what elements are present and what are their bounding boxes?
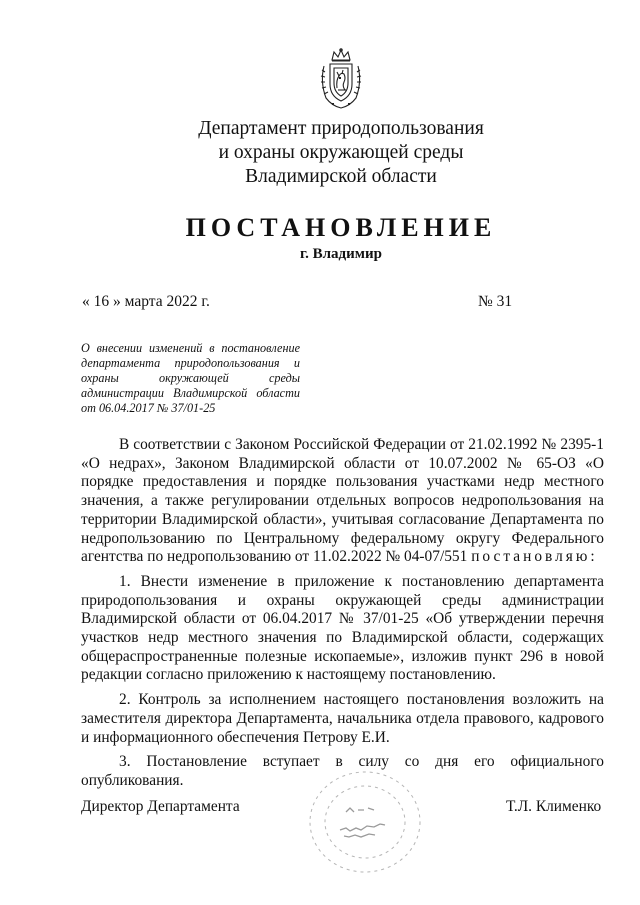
- document-body: [81, 436, 604, 791]
- signatory-name: Т.Л. Клименко: [506, 798, 602, 815]
- department-line-3: Владимирской области: [245, 166, 437, 187]
- document-type-title: ПОСТАНОВЛЕНИЕ: [185, 213, 497, 242]
- document-subject: О внесении изменений в постановление департамента природопользования и охраны окружающей среды администрации Владимирской области от 06.04.2017 № 37/01-25: [81, 341, 300, 415]
- preamble-text: В соответствии с Законом Российской Федерации от 21.02.1992 № 2395-1 «О недрах», Законом Владимирской области от 10.07.2002 № 65-ОЗ «О порядке предоставления и порядке пользования участками недр местного значения, а также регулировании отдельных вопросов недропользования на территории Владимирской области», учитывая согласование Департамента по недропользованию по Центральному федеральному округу Федерального агентства по недропользованию от 11.02.2022 № 04-07/551: [81, 436, 604, 566]
- department-line-1: Департамент природопользования: [198, 118, 484, 139]
- item-1-paragraph: 1. Внести изменение в приложение к постановлению департамента природопользования и охраны окружающей среды администрации Владимирской области от 06.04.2017 № 37/01-25 «Об утверждении перечня участков недр местного значения по Владимирской области, содержащих общераспространенные полезные ископаемые», изложив пункт 296 в новой редакции согласно приложению к настоящему постановлению.: [81, 572, 604, 684]
- city-line: г. Владимир: [300, 246, 382, 262]
- coat-of-arms-icon: [318, 48, 364, 110]
- department-name: [170, 117, 512, 189]
- document-number: № 31: [478, 293, 513, 310]
- item-2-paragraph: 2. Контроль за исполнением настоящего постановления возложить на заместителя директора Департамента, начальника отдела правового, кадрового и информационного обеспечения Петрову Е.И.: [81, 691, 604, 746]
- department-line-2: и охраны окружающей среды: [218, 142, 464, 163]
- item-3-paragraph: 3. Постановление вступает в силу со дня его официального опубликования.: [81, 753, 604, 789]
- seal-stamp-icon: [300, 760, 430, 880]
- decree-word: постановляю:: [471, 548, 598, 566]
- preamble-paragraph: [81, 436, 604, 567]
- document-date: « 16 » марта 2022 г.: [82, 293, 210, 310]
- signatory-title: Директор Департамента: [81, 798, 240, 815]
